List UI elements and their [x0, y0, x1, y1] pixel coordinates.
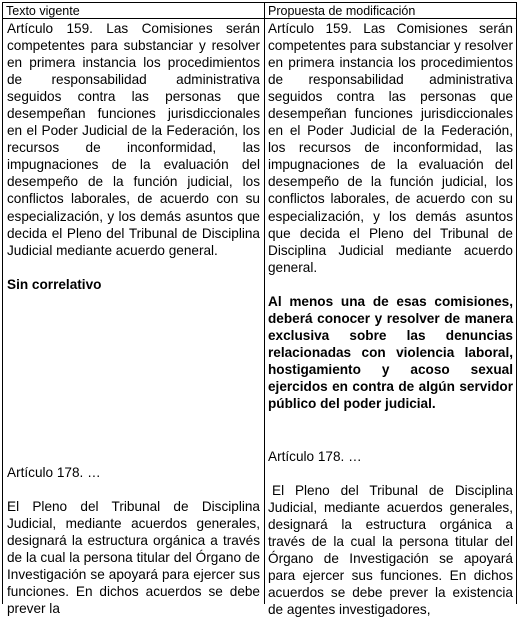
right-pleno-paragraph: El Pleno del Tribunal de Disciplina Judicial, mediante acuerdos generales, designará la estructura orgánica a través de la cual la persona titular del Órgano de Investigación se apoyará para ejercer sus funciones. En dichos acuerdos se debe prever la existencia de agentes investigadores, — [268, 483, 513, 618]
table-right-border — [516, 3, 517, 604]
right-column-lower — [268, 448, 513, 618]
left-articulo-159: Artículo 159. Las Comisiones serán competentes para substanciar y resolver en primera instancia los procedimientos de responsabilidad administrativa seguidos contra las personas que desempeñan funciones jurisdiccionales en el Poder Judicial de la Federación, los recursos de inconformidad, las impugnaciones de la evaluación del desempeño de la función judicial, los conflictos laborales, de acuerdo con su especialización, y los demás asuntos que decida el Pleno del Tribunal de Disciplina Judicial mediante acuerdo general. — [7, 21, 260, 258]
header-propuesta: Propuesta de modificación — [268, 4, 416, 18]
left-articulo-178: Artículo 178. … — [7, 465, 101, 480]
left-column-content — [7, 20, 260, 293]
right-articulo-159: Artículo 159. Las Comisiones serán competentes para substanciar y resolver en primera instancia los procedimientos de responsabilidad administrativa seguidos contra las personas que desempeñan funciones jurisdiccionales en el Poder Judicial de la Federación, los recursos de inconformidad, las impugnaciones de la evaluación del desempeño de la función judicial, los conflictos laborales, de acuerdo con su especialización, y los demás asuntos que decida el Pleno del Tribunal de Disciplina Judicial mediante acuerdo general. — [268, 21, 513, 275]
right-column-content — [268, 20, 513, 412]
right-articulo-178: Artículo 178. … — [268, 449, 362, 464]
column-divider — [264, 3, 265, 604]
left-sin-correlativo: Sin correlativo — [7, 276, 102, 292]
header-texto-vigente: Texto vigente — [6, 4, 80, 18]
comparison-table — [2, 2, 517, 618]
right-nueva-disposicion: Al menos una de esas comisiones, deberá conocer y resolver de manera exclusiva sobre las denuncias relacionadas con violencia laboral, hostigamiento y acoso sexual ejercidos en contra de algún servidor público del poder judicial. — [268, 293, 513, 412]
left-column-lower — [7, 464, 260, 617]
left-pleno-paragraph: El Pleno del Tribunal de Disciplina Judicial, mediante acuerdos generales, designará la estructura orgánica a través de la cual la persona titular del Órgano de Investigación se apoyará para ejercer sus funciones. En dichos acuerdos se debe prever la — [7, 499, 260, 617]
